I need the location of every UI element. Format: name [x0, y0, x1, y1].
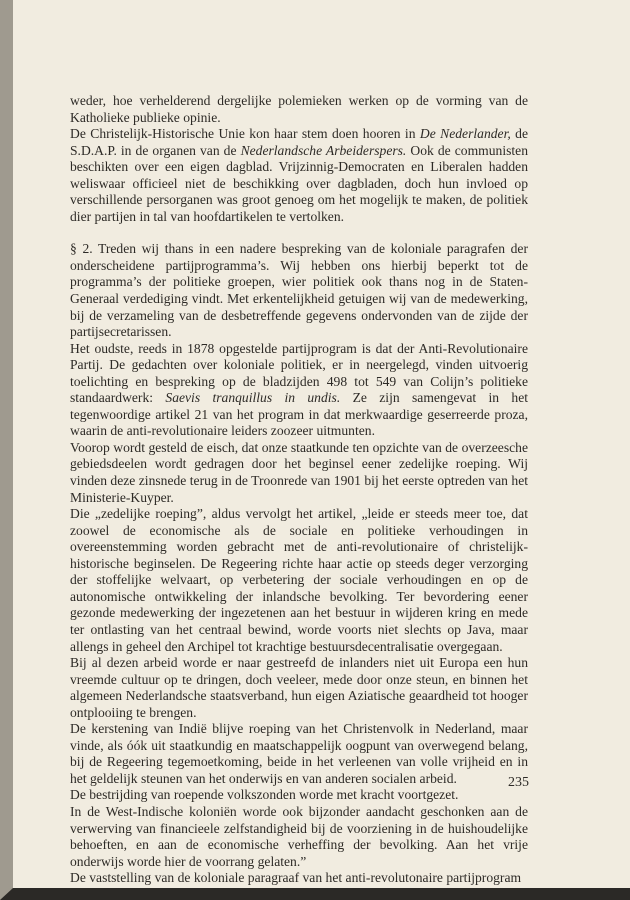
text-segment: de S.D.A.P. in de organen van de [70, 126, 528, 158]
text-segment: Voorop wordt gesteld de eisch, dat onze staatkunde ten opzichte van de overzeesche gebiedsdeelen wordt gedragen door het beginsel eener zedelijke roeping. Wij vinden deze zinsnede terug in de Troonrede van 1901 bij het eerste optreden van het Ministerie-Kuyper. [70, 439, 528, 505]
text-segment: Bij al dezen arbeid worde er naar gestreefd de inlanders niet uit Europa een hun vreemde cultuur op te dringen, doch veeleer, mede door onze steun, en binnen het algemeen Nederlandsche staatsverband, hun eigen Aziatische geaardheid tot hooger ontplooiing te brengen. [70, 655, 528, 720]
paragraph-5 [70, 440, 528, 506]
paragraph-4 [70, 341, 528, 440]
newspaper-title-arbeiderspers: Nederlandsche Arbeiderspers. [240, 142, 407, 158]
page-number: 235 [508, 775, 529, 790]
paragraph-10 [70, 804, 528, 870]
text-segment: De bestrijding van roepende volkszonden worde met kracht voortgezet. [70, 787, 459, 803]
newspaper-title-de-nederlander: De Nederlander, [419, 126, 511, 142]
paragraph-6 [70, 506, 528, 655]
text-segment: De vaststelling van de koloniale paragraaf van het anti-revolutonaire partijprogram [70, 870, 522, 886]
paragraph-2 [70, 126, 528, 225]
text-segment: In de West-Indische koloniën worde ook bijzonder aandacht geschonken aan de verwerving van financieele zelfstandigheid bij de voorziening in de huishoudelijke behoeften, en aan de economische verheffing der bevolking. Aan het vrije onderwijs worde hier de voorrang gelaten.” [70, 803, 528, 869]
text-segment: weder, hoe verhelderend dergelijke polemieken werken op de vorming van de Katholieke publieke opinie. [70, 93, 528, 125]
text-segment: § 2. Treden wij thans in een nadere bespreking van de koloniale paragrafen der onderscheidene partijprogramma’s. Wij hebben ons hierbij beperkt tot de programma’s der politieke groepen, wier politiek ook thans nog in de Staten-Generaal verdediging vindt. Met erkentelijkheid getuigen wij van de medewerking, bij de verzameling van de desbetreffende gegevens ondervonden van de zijde der partijsecretarissen. [70, 241, 528, 340]
text-segment: Het oudste, reeds in 1878 opgestelde partijprogram is dat der Anti-Revolutionaire Partij. De gedachten over koloniale politiek, er in neergelegd, vinden uitvoerig toelichting en bespreking op de bladzijden 498 tot 549 van Colijn’s politieke standaardwerk: [70, 340, 528, 406]
text-segment: Ze zijn samengevat in het tegenwoordige artikel 21 van het program in dat merkwaardige geserreerde proza, waarin de anti-revolutionaire leiders zoozeer uitmunten. [70, 390, 529, 439]
text-segment: Die „zedelijke roeping”, aldus vervolgt het artikel, „leide er steeds meer toe, dat zoowel de economische als de sociale en politieke verhoudingen in overeenstemming worden gebracht met de anti-revolutionaire of christelijk-historische beginselen. De Regeering richte haar actie op steeds deger verzorging der stoffelijke welvaart, op verbetering der sociale verhoudingen en op de autonomische ontwikkeling der inlandsche bevolking. Ter bevordering eener gezonde medewerking der ingezetenen aan het bestuur in wijderen kring en mede ter ontlasting van het centraal bewind, worde voorts niet slechts op Java, maar allengs in geheel den Archipel tot krachtige bestuursdecentralisatie overgegaan. [70, 506, 528, 654]
text-segment: Ook de communisten beschikten over een eigen dagblad. Vrijzinnig-Democraten en Liberalen hadden weliswaar officieel niet de beschikking over dagbladen, doch hun invloed op verschillende persorganen was groot genoeg om het mogelijk te maken, de politiek dier partijen in tal van hoofdartikelen te vertolken. [70, 142, 528, 224]
book-title-saevis-tranquillus: Saevis tranquillus in undis. [165, 390, 341, 406]
text-segment: De kerstening van Indië blijve roeping van het Christenvolk in Nederland, maar vinde, als óók uit staatkundig en maatschappelijk oogpunt van overwegend belang, bij de Regeering tegemoetkoming, beide in het verleenen van volle vrijheid en in het geldelijk steunen van het onderwijs en van anderen socialen arbeid. [70, 721, 528, 786]
paragraph-8 [70, 721, 528, 787]
paragraph-7 [70, 655, 528, 721]
body-text [70, 93, 528, 887]
paragraph-3-section-2 [70, 241, 528, 340]
paragraph-9 [70, 787, 528, 804]
text-segment: De Christelijk-Historische Unie kon haar stem doen hooren in [70, 126, 420, 142]
paragraph-11 [70, 870, 528, 887]
paragraph-1 [70, 93, 528, 126]
